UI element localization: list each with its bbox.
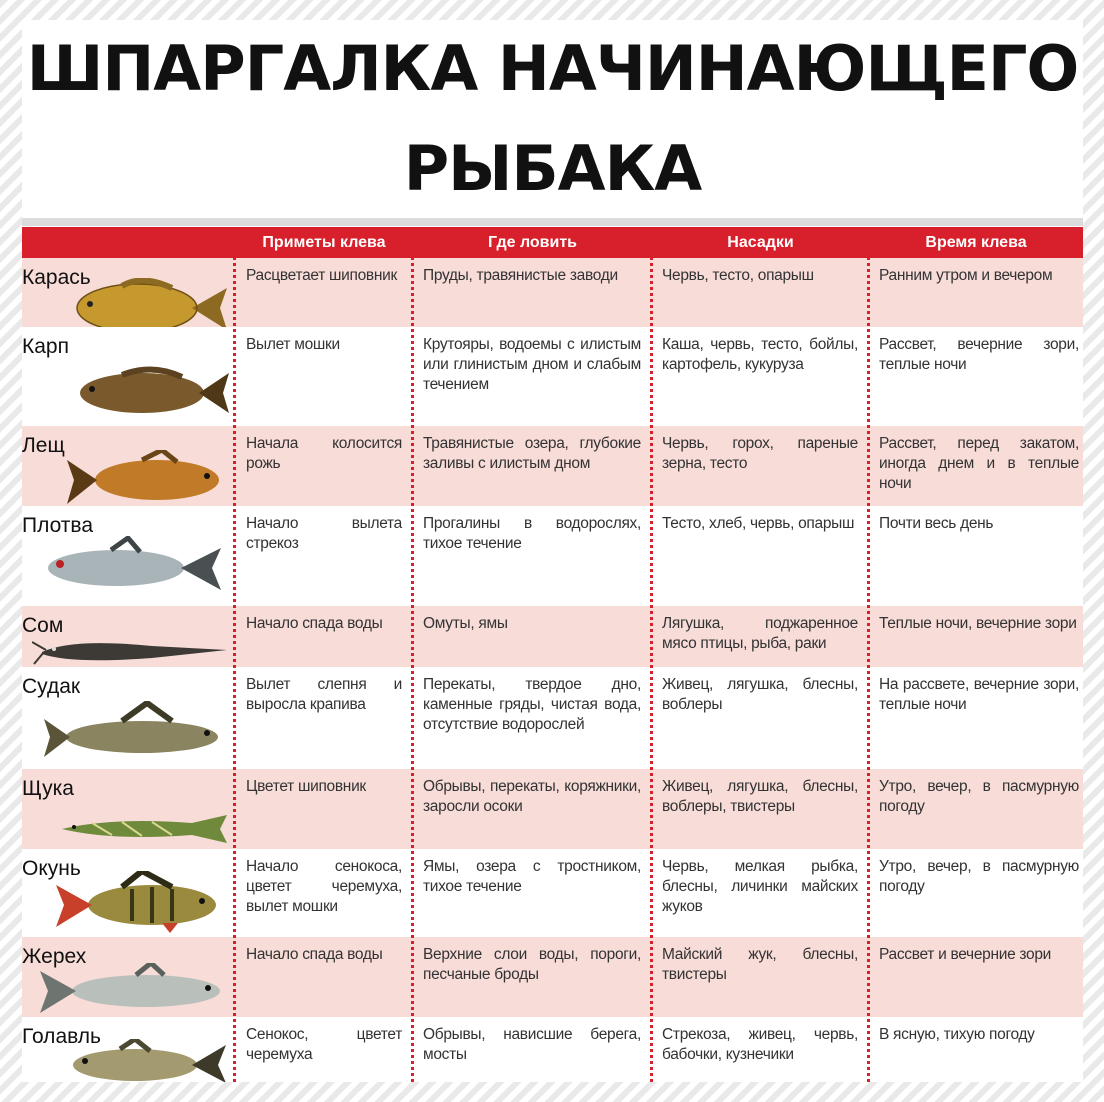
- table-row: [22, 1017, 1083, 1082]
- table-row: [22, 327, 1083, 426]
- time-cell: Рассвет, вечерние зори, теплые ночи: [879, 336, 1079, 373]
- where-cell: Крутояры, водоемы с илистым или глинистым дном и слабым течением: [423, 336, 641, 393]
- fish-name: Плотва: [22, 514, 94, 537]
- where-cell: Пруды, травянистые заводи: [423, 267, 618, 284]
- time-cell: Рассвет и вечерние зори: [879, 946, 1052, 963]
- fish-name: Щука: [22, 777, 74, 800]
- bait-cell: Червь, мелкая рыбка, блесны, личинки майских жуков: [662, 858, 858, 915]
- where-cell: Ямы, озера с тростником, тихое течение: [423, 858, 641, 895]
- where-cell: Обрывы, нависшие берега, мосты: [423, 1026, 641, 1063]
- where-cell: Омуты, ямы: [423, 615, 508, 632]
- bait-cell: Живец, лягушка, блесны, воблеры: [662, 676, 858, 713]
- bait-cell: Стрекоза, живец, червь, бабочки, кузнечики: [662, 1026, 858, 1063]
- fish-name: Сом: [22, 614, 64, 637]
- column-divider: [233, 227, 236, 1082]
- table-row: [22, 258, 1083, 327]
- signs-cell: Начала колосится рожь: [246, 435, 402, 472]
- carp-fish-icon: [67, 365, 232, 419]
- time-cell: Рассвет, перед закатом, иногда днем и в теплые ночи: [879, 435, 1079, 492]
- bait-cell: Червь, тесто, опарыш: [662, 267, 814, 284]
- asp-fish-icon: [36, 963, 232, 1017]
- zander-fish-icon: [42, 701, 232, 761]
- pike-fish-icon: [52, 813, 232, 845]
- fish-name: Голавль: [22, 1025, 101, 1048]
- table-row: [22, 667, 1083, 769]
- fish-name: Судак: [22, 675, 81, 698]
- title-line-1: ШПАРГАЛКА НАЧИНАЮЩЕГО: [26, 32, 1079, 105]
- table-row: [22, 606, 1083, 667]
- time-cell: Утро, вечер, в пасмурную погоду: [879, 778, 1079, 815]
- column-divider: [650, 227, 653, 1082]
- title-line-2: РЫБАКА: [403, 132, 702, 205]
- table-row: [22, 937, 1083, 1017]
- title-separator: [22, 218, 1083, 226]
- fish-name: Карп: [22, 335, 69, 358]
- header-time: Время клева: [925, 234, 1027, 251]
- time-cell: Теплые ночи, вечерние зори: [879, 615, 1077, 632]
- signs-cell: Вылет слепня и выросла крапива: [246, 676, 402, 713]
- chub-fish-icon: [60, 1039, 230, 1082]
- signs-cell: Цветет шиповник: [246, 778, 366, 795]
- time-cell: В ясную, тихую погоду: [879, 1026, 1035, 1043]
- signs-cell: Вылет мошки: [246, 336, 340, 353]
- bait-cell: Живец, лягушка, блесны, воблеры, твистеры: [662, 778, 858, 815]
- signs-cell: Расцветает шиповник: [246, 267, 397, 284]
- where-cell: Перекаты, твердое дно, каменные гряды, чистая вода, отсутствие водорослей: [423, 676, 641, 733]
- cheat-sheet-card: [22, 20, 1083, 1082]
- where-cell: Обрывы, перекаты, коряжники, заросли осоки: [423, 778, 641, 815]
- where-cell: Травянистые озера, глубокие заливы с илистым дном: [423, 435, 641, 472]
- fish-name: Лещ: [22, 434, 65, 457]
- fish-name: Жерех: [22, 945, 87, 968]
- bream-fish-icon: [62, 450, 232, 510]
- fish-name: Карась: [22, 266, 91, 289]
- bait-cell: Майский жук, блесны, твистеры: [662, 946, 858, 983]
- time-cell: Ранним утром и вечером: [879, 267, 1053, 284]
- where-cell: Верхние слои воды, пороги, песчаные броды: [423, 946, 641, 983]
- table-row: [22, 769, 1083, 849]
- header-where: Где ловить: [487, 234, 578, 251]
- bait-cell: Каша, червь, тесто, бойлы, картофель, кукуруза: [662, 336, 858, 373]
- bait-cell: Лягушка, поджаренное мясо птицы, рыба, раки: [662, 615, 858, 652]
- column-divider: [411, 227, 414, 1082]
- roach-fish-icon: [36, 536, 226, 596]
- time-cell: На рассвете, вечерние зори, теплые ночи: [879, 676, 1079, 713]
- where-cell: Прогалины в водорослях, тихое течение: [423, 515, 641, 552]
- table-row: [22, 849, 1083, 937]
- catfish-icon: [32, 634, 232, 666]
- signs-cell: Начало спада воды: [246, 615, 383, 632]
- fish-name: Окунь: [22, 857, 81, 880]
- table-row: [22, 426, 1083, 506]
- signs-cell: Начало вылета стрекоз: [246, 515, 402, 552]
- table-header: [22, 227, 1083, 258]
- header-bait: Насадки: [727, 234, 794, 251]
- signs-cell: Сенокос, цветет черемуха: [246, 1026, 402, 1063]
- time-cell: Почти весь день: [879, 515, 994, 532]
- table-row: [22, 506, 1083, 606]
- signs-cell: Начало сенокоса, цветет черемуха, вылет мошки: [246, 858, 402, 915]
- perch-fish-icon: [52, 871, 232, 933]
- time-cell: Утро, вечер, в пасмурную погоду: [879, 858, 1079, 895]
- bait-cell: Тесто, хлеб, червь, опарыш: [662, 515, 855, 532]
- header-signs: Приметы клева: [262, 234, 386, 251]
- column-divider: [867, 227, 870, 1082]
- bait-cell: Червь, горох, пареные зерна, тесто: [662, 435, 858, 472]
- signs-cell: Начало спада воды: [246, 946, 383, 963]
